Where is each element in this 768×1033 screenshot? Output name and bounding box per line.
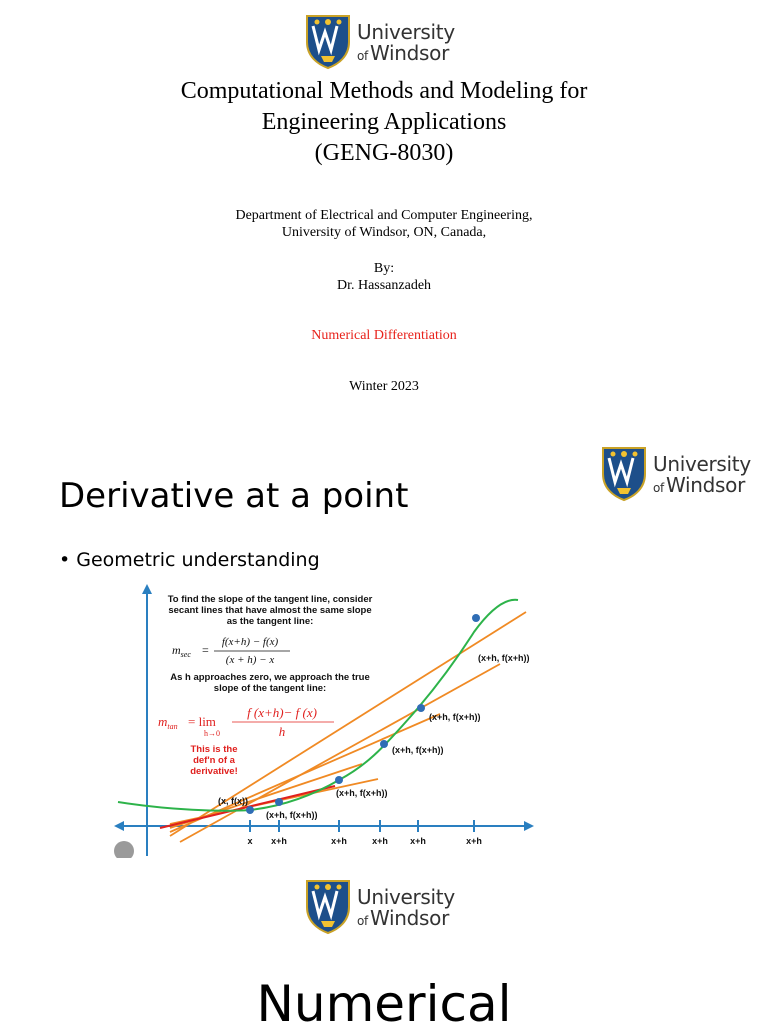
logo-wordmark [357, 884, 455, 930]
university-shield-icon [305, 14, 351, 70]
equals-sign: = [202, 643, 209, 657]
point-xh-5 [472, 614, 480, 622]
university-logo-slide3 [305, 879, 455, 935]
point-label-xh-5: (x+h, f(x+h)) [478, 653, 530, 663]
title-line-2: Engineering Applications [261, 109, 507, 135]
author-block [0, 260, 768, 294]
logo-line1: University [653, 451, 751, 476]
point-xh-4 [417, 704, 425, 712]
approach-line-2: slope of the tangent line: [213, 683, 327, 694]
limit-numerator: f (x+h)− f (x) [247, 705, 317, 720]
department-line-1: Department of Electrical and Computer Engineering, [235, 208, 533, 223]
logo-prefix: of [653, 480, 664, 495]
title-line-1: Computational Methods and Modeling for [180, 78, 588, 104]
limit-subscript: h→0 [204, 729, 220, 738]
by-label: By: [373, 261, 395, 276]
logo-line1: University [357, 884, 455, 909]
limit-denominator: h [278, 724, 286, 739]
definition-line-1: This is the [190, 744, 238, 755]
logo-line2: Windsor [665, 472, 746, 497]
definition-line-3: derivative! [190, 766, 238, 777]
department-line-2: University of Windsor, ON, Canada, [281, 225, 487, 240]
point-label-xh-1: (x+h, f(x+h)) [266, 810, 318, 820]
department [0, 207, 768, 241]
tick-label-xh-3: x+h [372, 836, 388, 846]
logo-prefix: of [357, 48, 368, 63]
point-xh-2 [335, 776, 343, 784]
point-label-x: (x, f(x)) [218, 796, 248, 806]
logo-line2: Windsor [369, 905, 450, 930]
point-label-xh-4: (x+h, f(x+h)) [429, 712, 481, 722]
author-name: Dr. Hassanzadeh [336, 278, 432, 293]
point-label-xh-3: (x+h, f(x+h)) [392, 745, 444, 755]
slide-title: Derivative at a point [59, 476, 409, 516]
point-label-xh-2: (x+h, f(x+h)) [336, 788, 388, 798]
university-logo [305, 14, 455, 70]
point-x [246, 806, 254, 814]
point-xh-3 [380, 740, 388, 748]
intro-line-2: secant lines that have almost the same slope [168, 605, 372, 616]
logo-line1: University [357, 19, 455, 44]
limit-equals: = lim [188, 714, 216, 729]
derivative-figure [110, 574, 548, 858]
bullet-item: • Geometric understanding [59, 549, 320, 571]
term-label: Winter 2023 [349, 379, 419, 394]
course-code: (GENG-8030) [314, 140, 454, 166]
slide3-title: Numerical [256, 975, 512, 1033]
figure-background [110, 574, 548, 858]
secant-denominator: (x + h) − x [225, 654, 275, 666]
point-xh-1 [275, 798, 283, 806]
m-sec-symbol: $m_{sec}$ [172, 643, 191, 659]
logo-prefix: of [357, 913, 368, 928]
logo-wordmark [357, 19, 455, 65]
tick-label-xh-5: x+h [466, 836, 482, 846]
definition-note [190, 744, 238, 777]
secant-numerator: f(x+h) − f(x) [221, 636, 279, 648]
university-shield-icon [601, 446, 647, 502]
intro-line-3: as the tangent line: [226, 616, 314, 627]
m-tan-symbol: $m_{tan}$ [158, 714, 178, 731]
logo-line2: Windsor [369, 40, 450, 65]
logo-wordmark [653, 451, 751, 497]
intro-line-1: To find the slope of the tangent line, consider [167, 594, 373, 605]
tick-label-xh-2: x+h [331, 836, 347, 846]
university-shield-icon [305, 879, 351, 935]
course-title [0, 76, 768, 169]
bullet-text: Geometric understanding [76, 549, 320, 571]
university-logo-slide2 [601, 446, 751, 502]
lecture-topic: Numerical Differentiation [311, 328, 457, 343]
tick-label-xh-1: x+h [271, 836, 287, 846]
tick-label-x: x [247, 836, 253, 846]
tick-label-xh-4: x+h [410, 836, 426, 846]
definition-line-2: def'n of a [193, 755, 235, 766]
approach-line-1: As h approaches zero, we approach the true [170, 672, 370, 683]
